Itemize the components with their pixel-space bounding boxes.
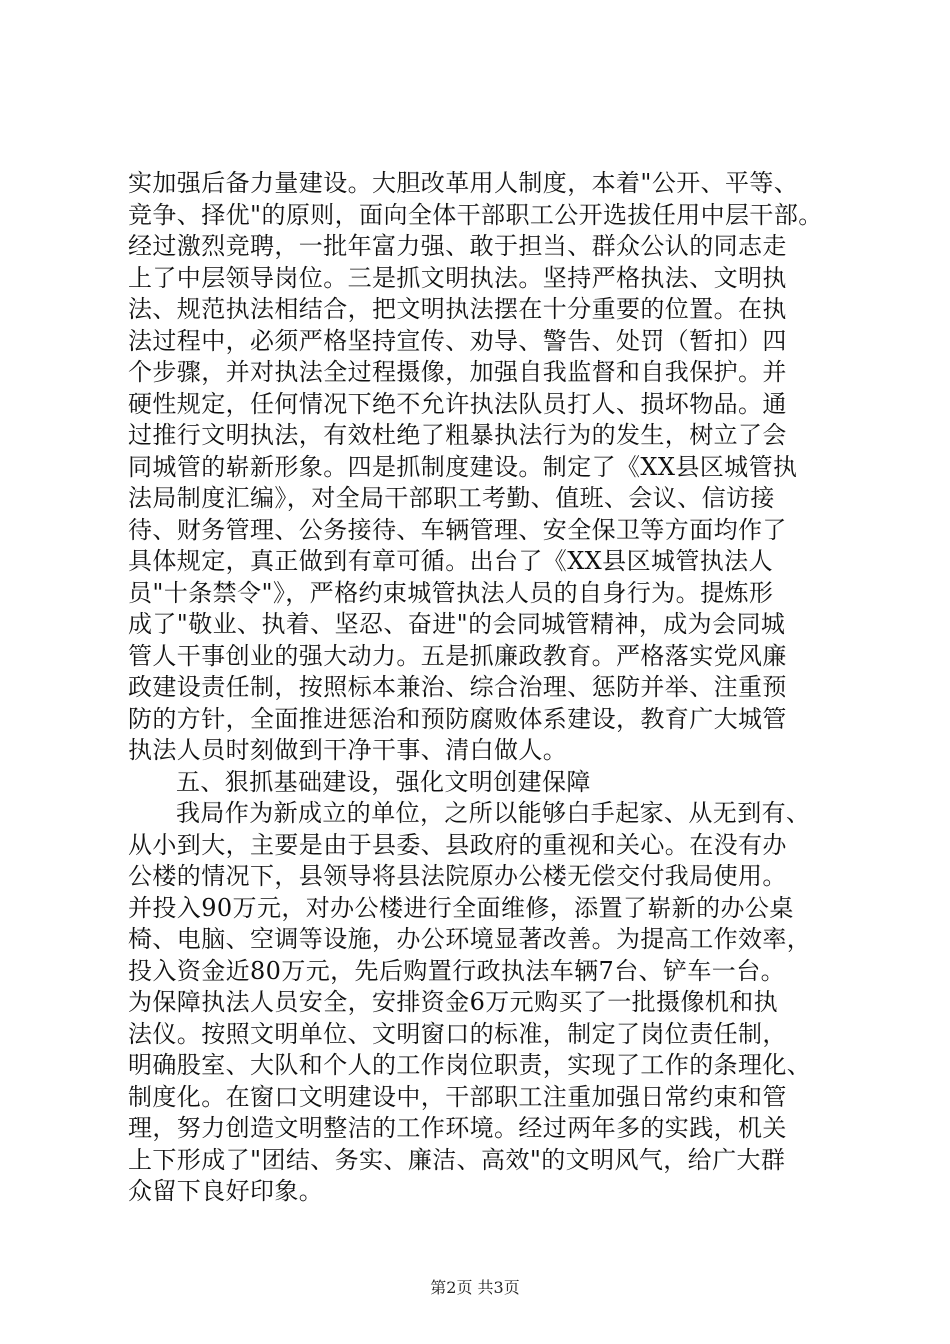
- text-line: 硬性规定，任何情况下绝不允许执法队员打人、损坏物品。通: [128, 389, 787, 418]
- text-line: 法仪。按照文明单位、文明窗口的标准，制定了岗位责任制，: [128, 1019, 787, 1048]
- text-line: 公楼的情况下，县领导将县法院原办公楼无偿交付我局使用。: [128, 862, 787, 890]
- text-line: 防的方针，全面推进惩治和预防腐败体系建设，教育广大城管: [128, 704, 787, 733]
- text-line: 上了中层领导岗位。三是抓文明执法。坚持严格执法、文明执: [128, 263, 787, 292]
- text-line: 具体规定，真正做到有章可循。出台了《XX县区城管执法人: [128, 547, 773, 575]
- text-line: 制度化。在窗口文明建设中，干部职工注重加强日常约束和管: [128, 1082, 787, 1111]
- text-line: 实加强后备力量建设。大胆改革用人制度，本着"公开、平等、: [128, 169, 799, 197]
- text-line: 法局制度汇编》，对全局干部职工考勤、值班、会议、信访接: [128, 484, 775, 512]
- text-line: 众留下良好印象。: [128, 1177, 324, 1205]
- text-line: 成了"敬业、执着、坚忍、奋进"的会同城管精神，成为会同城: [128, 610, 786, 638]
- text-line: 竞争、择优"的原则，面向全体干部职工公开选拔任用中层干部。: [128, 200, 823, 229]
- section-heading: 五、狠抓基础建设，强化文明创建保障: [176, 767, 591, 796]
- text-line: 为保障执法人员安全，安排资金6万元购买了一批摄像机和执: [128, 988, 779, 1016]
- text-line: 上下形成了"团结、务实、廉洁、高效"的文明风气，给广大群: [128, 1145, 786, 1174]
- text-line: 管人干事创业的强大动力。五是抓廉政教育。严格落实党风廉: [128, 641, 787, 670]
- text-line: 执法人员时刻做到干净干事、清白做人。: [128, 736, 568, 764]
- text-line: 明确股室、大队和个人的工作岗位职责，实现了工作的条理化、: [128, 1051, 812, 1079]
- text-line: 同城管的崭新形象。四是抓制度建设。制定了《XX县区城管执: [128, 452, 798, 481]
- text-line: 从小到大，主要是由于县委、县政府的重视和关心。在没有办: [128, 830, 787, 859]
- text-line: 投入资金近80万元，先后购置行政执法车辆7台、铲车一台。: [128, 956, 786, 985]
- page-footer: 第2页 共3页: [430, 1278, 520, 1297]
- text-line: 理，努力创造文明整洁的工作环境。经过两年多的实践，机关: [128, 1114, 787, 1142]
- text-line: 法过程中，必须严格坚持宣传、劝导、警告、处罚（暂扣）四: [128, 326, 787, 355]
- text-line: 经过激烈竞聘，一批年富力强、敢于担当、群众公认的同志走: [128, 232, 787, 260]
- document-body: [128, 168, 828, 1208]
- text-line: 个步骤，并对执法全过程摄像，加强自我监督和自我保护。并: [128, 358, 787, 386]
- text-line: 椅、电脑、空调等设施，办公环境显著改善。为提高工作效率，: [128, 925, 812, 953]
- text-line: 过推行文明执法，有效杜绝了粗暴执法行为的发生，树立了会: [128, 421, 787, 449]
- text-line: 待、财务管理、公务接待、车辆管理、安全保卫等方面均作了: [128, 515, 787, 544]
- text-line: 政建设责任制，按照标本兼治、综合治理、惩防并举、注重预: [128, 673, 787, 701]
- text-line: 我局作为新成立的单位，之所以能够白手起家、从无到有、: [176, 799, 811, 827]
- text-line: 法、规范执法相结合，把文明执法摆在十分重要的位置。在执: [128, 295, 787, 323]
- text-line: 并投入90万元，对办公楼进行全面维修，添置了崭新的办公桌: [128, 893, 794, 922]
- text-line: 员"十条禁令"》，严格约束城管执法人员的自身行为。提炼形: [128, 578, 774, 607]
